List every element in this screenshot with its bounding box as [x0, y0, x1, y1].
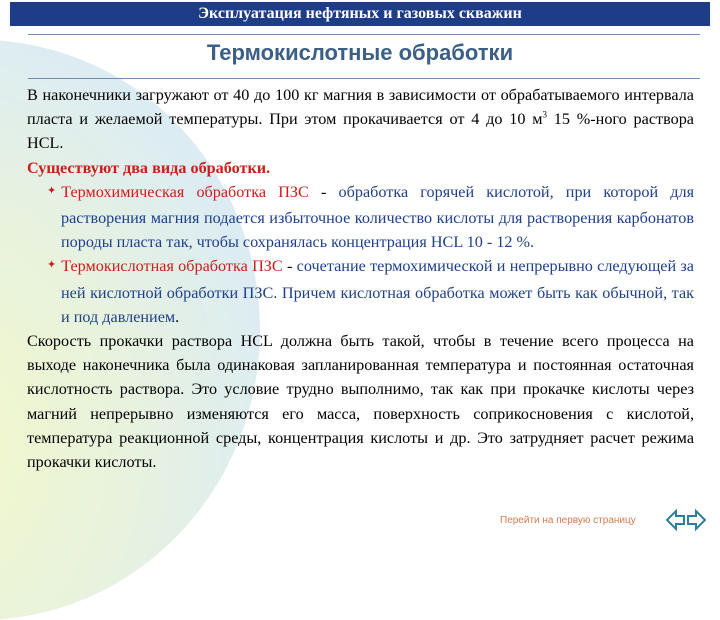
double-arrow-nav-icon[interactable]	[666, 507, 706, 533]
first-page-link[interactable]: Перейти на первую страницу	[500, 515, 636, 526]
bullet-thermochemical: ✦ Термохимическая обработка ПЗС - обработка горячей кислотой, при которой для растворения магния подается избыточное количество кислоты для растворения карбонатов породы пласта так, чтобы сохранялась концентрация HCL 10 - 12 %.	[47, 182, 695, 252]
title-rule-bottom	[28, 78, 700, 79]
conclusion-paragraph: Скорость прокачки раствора HCL должна быть такой, чтобы в течение всего процесса на выходе наконечника была одинаковая запланированная температура и постоянная остаточная кислотность раствора. Это условие трудно выполнимо, так как при прокачке кислоты через магний непрерывно изменяются его масса, поверхность соприкосновения с кислотой, температура реакционной среды, концентрация кислоты и др. Это затрудняет расчет режима прокачки кислоты.	[27, 332, 694, 472]
header-title: Эксплуатация нефтяных и газовых скважин	[10, 2, 710, 26]
slide-content	[27, 83, 694, 474]
section-heading: Существуют два вида обработки.	[27, 158, 271, 177]
arrow-left-icon[interactable]	[667, 511, 684, 529]
title-rule-top	[28, 34, 700, 35]
bullet-star-icon: ✦	[47, 184, 57, 197]
arrow-right-icon[interactable]	[688, 511, 705, 529]
bullet-thermoacid: ✦ Термокислотная обработка ПЗС - сочетание термохимической и непрерывно следующей за ней кислотной обработки ПЗС. Причем кислотная обработка может быть как обычной, так и под давлением.	[47, 257, 694, 326]
intro-paragraph: В наконечники загружают от 40 до 100 кг магния в зависимости от обрабатываемого интервала пласта и желаемой температуры. При этом прокачивается от 4 до 10 $м^3$ 15 %-ного раствора HCL.	[27, 86, 694, 153]
page-title: Термокислотные обработки	[206, 40, 514, 65]
bullet-star-icon: ✦	[47, 259, 57, 272]
